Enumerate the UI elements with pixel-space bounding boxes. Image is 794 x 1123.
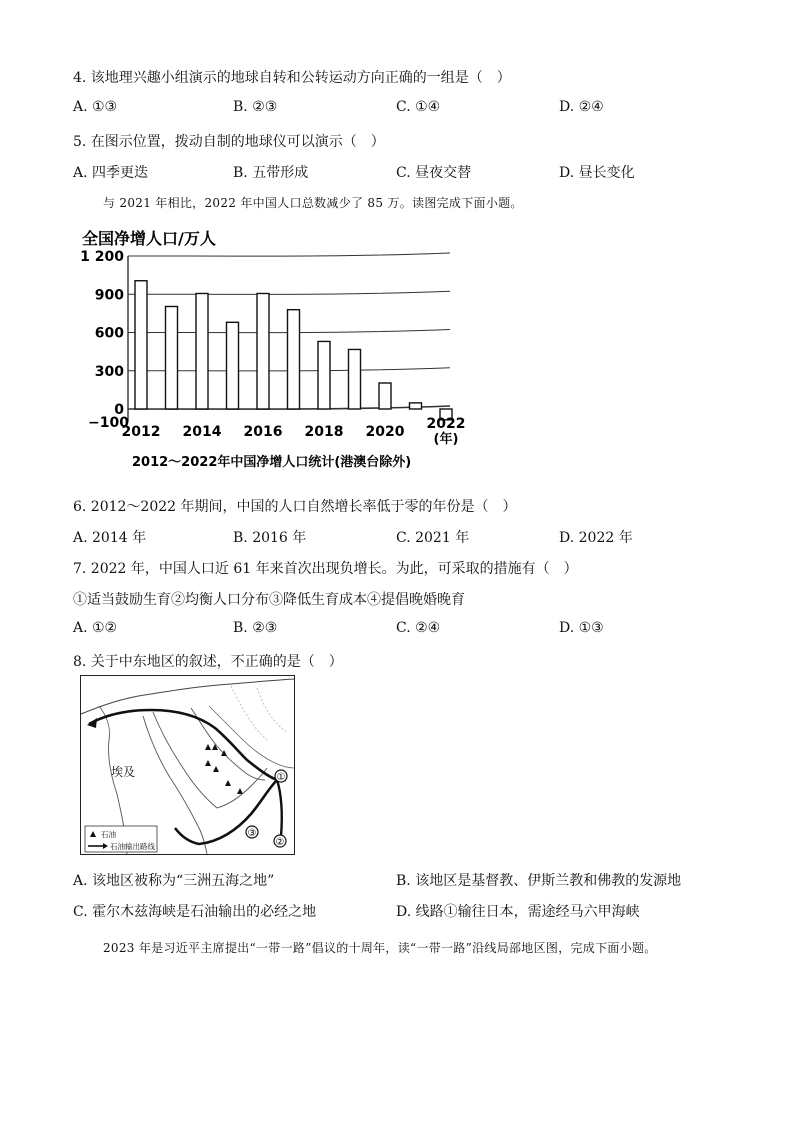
option-b[interactable]: B. ②③ [233, 620, 278, 636]
population-chart-svg [80, 222, 466, 472]
chart-caption: 2012～2022年中国净增人口统计(港澳台除外) [132, 455, 412, 470]
arabia-coast [153, 712, 267, 808]
y-tick-label: 900 [94, 287, 124, 304]
bar-2019 [349, 349, 361, 409]
middle-east-map [80, 675, 295, 855]
oil-route-2 [277, 780, 282, 836]
border-lines [231, 686, 286, 740]
x-tick-label: 2018 [304, 424, 344, 440]
question-7-statements: ①适当鼓励生育②均衡人口分布③降低生育成本④提倡晚婚晚育 [73, 592, 465, 608]
population-chart [80, 222, 466, 476]
grid-line [128, 253, 450, 256]
option-c[interactable]: C. 昼夜交替 [396, 165, 472, 181]
option-c[interactable]: C. 2021 年 [396, 530, 470, 546]
x-tick-label: 2014 [182, 424, 222, 440]
question-6: 6. 2012～2022 年期间，中国的人口自然增长率低于零的年份是（ ） [73, 499, 517, 515]
chart-title: 全国净增人口/万人 [82, 229, 216, 248]
y-tick-label: 600 [94, 325, 124, 342]
route-mark-2: ② [275, 837, 285, 848]
y-tick-label: 1 200 [80, 249, 124, 265]
option-a[interactable]: A. 2014 年 [73, 530, 147, 546]
option-a[interactable]: A. 四季更迭 [73, 165, 149, 181]
bar-2020 [379, 383, 391, 409]
option-d[interactable]: D. ①③ [559, 620, 604, 636]
iran-coast [209, 706, 294, 768]
x-tick-label: 2020 [365, 424, 405, 440]
bar-2016 [257, 293, 269, 409]
intro-belt-road: 2023 年是习近平主席提出“一带一路”倡议的十周年，读“一带一路”沿线局部地区图，完成下面小题。 [103, 941, 657, 955]
y-tick-label: 300 [94, 363, 124, 380]
legend-oil-label: 石油 [101, 830, 116, 839]
option-b[interactable]: B. 2016 年 [233, 530, 307, 546]
option-a[interactable]: A. 该地区被称为“三洲五海之地” [73, 873, 275, 889]
question-4: 4. 该地理兴趣小组演示的地球自转和公转运动方向正确的一组是（ ） [73, 70, 511, 86]
route-mark-1: ① [276, 772, 286, 783]
option-d[interactable]: D. 线路①输往日本，需途经马六甲海峡 [396, 904, 640, 920]
intro-population: 与 2021 年相比，2022 年中国人口总数减少了 85 万。读图完成下面小题。 [103, 196, 523, 210]
option-a[interactable]: A. ①② [73, 620, 118, 636]
question-5: 5. 在图示位置，拨动自制的地球仪可以演示（ ） [73, 134, 385, 150]
option-b[interactable]: B. 五带形成 [233, 165, 309, 181]
bar-2018 [318, 341, 330, 409]
option-c[interactable]: C. ②④ [396, 620, 441, 636]
option-a[interactable]: A. ①③ [73, 99, 118, 115]
option-b[interactable]: B. 该地区是基督教、伊斯兰教和佛教的发源地 [396, 873, 682, 889]
option-d[interactable]: D. ②④ [559, 99, 604, 115]
option-b[interactable]: B. ②③ [233, 99, 278, 115]
bar-2014 [196, 293, 208, 409]
bar-2012 [135, 281, 147, 409]
option-c[interactable]: C. ①④ [396, 99, 441, 115]
route-mark-3: ③ [247, 828, 257, 839]
bar-2015 [227, 322, 239, 409]
x-unit-label: (年) [433, 432, 459, 447]
x-tick-label: 2022 [426, 416, 466, 432]
question-8: 8. 关于中东地区的叙述，不正确的是（ ） [73, 654, 343, 670]
option-d[interactable]: D. 昼长变化 [559, 165, 635, 181]
bar-2017 [288, 310, 300, 409]
x-tick-label: 2016 [243, 424, 283, 440]
y-tick-label: 0 [114, 402, 124, 418]
grid-line [128, 291, 450, 294]
map-svg [81, 676, 294, 854]
option-d[interactable]: D. 2022 年 [559, 530, 633, 546]
north-coastline [81, 679, 294, 714]
question-7: 7. 2022 年，中国人口近 61 年来首次出现负增长。为此，可采取的措施有（ ） [73, 561, 578, 577]
bar-2021 [410, 403, 422, 409]
bar-2013 [166, 306, 178, 409]
option-c[interactable]: C. 霍尔木兹海峡是石油输出的必经之地 [73, 904, 317, 920]
legend-route-label: 石油输出路线 [110, 842, 155, 851]
y-tick-label: −100 [88, 414, 129, 431]
egypt-label: 埃及 [111, 765, 136, 779]
x-tick-label: 2012 [121, 424, 161, 440]
